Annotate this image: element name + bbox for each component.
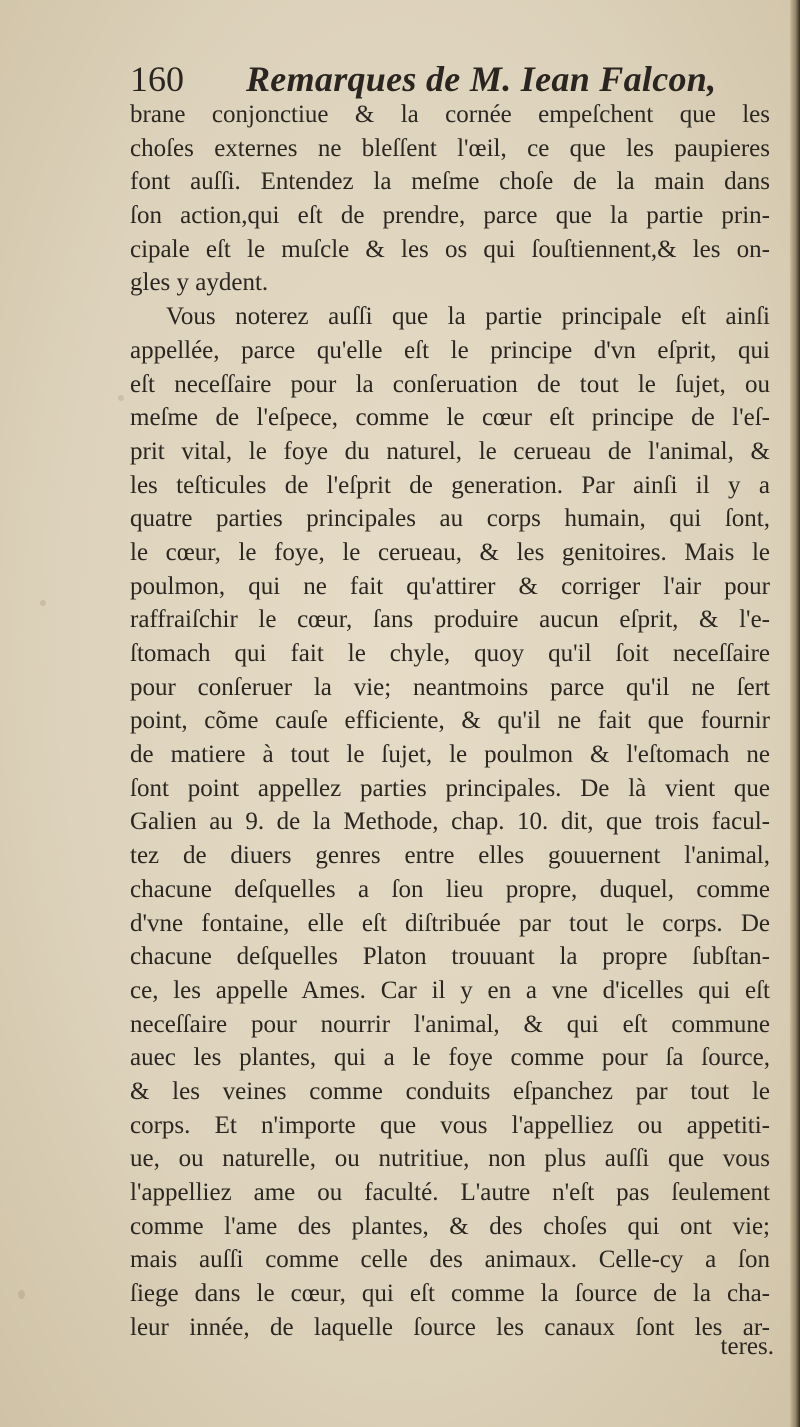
text-line: meſme de l'eſpece, comme le cœur eſt principe de l'eſ- xyxy=(130,404,770,432)
text-line: ſon action,qui eſt de prendre, parce que la partie prin- xyxy=(130,202,770,230)
text-line: Vous noterez auſſi que la partie principale eſt ainſi xyxy=(166,303,770,331)
text-line: ſont point appellez parties principales. De là vient que xyxy=(130,774,770,802)
text-line: ſiege dans le cœur, qui eſt comme la ſource de la cha- xyxy=(130,1280,770,1308)
text-line: de matiere à tout le ſujet, le poulmon & l'eſtomach ne xyxy=(130,741,770,769)
text-line: ſtomach qui fait le chyle, quoy qu'il ſoit neceſſaire xyxy=(130,640,770,667)
text-line: tez de diuers genres entre elles gouuernent l'animal, xyxy=(130,842,770,870)
text-line: corps. Et n'importe que vous l'appelliez ou appetiti- xyxy=(130,1111,770,1139)
text-line: point, cõme cauſe efficiente, & qu'il ne fait que fournir xyxy=(130,707,770,735)
text-line: comme l'ame des plantes, & des choſes qui ont vie; xyxy=(130,1212,770,1240)
text-line: les teſticules de l'eſprit de generation. Par ainſi il y a xyxy=(130,471,770,499)
running-title: Remarques de M. Iean Falcon, xyxy=(246,59,717,99)
text-line: eſt neceſſaire pour la conſeruation de tout le ſujet, ou xyxy=(130,370,770,398)
text-line: prit vital, le foye du naturel, le cerueau de l'animal, & xyxy=(130,437,770,465)
text-line: & les veines comme conduits eſpanchez par tout le xyxy=(130,1077,770,1105)
text-line: raffraiſchir le cœur, ſans produire aucun eſprit, & l'e- xyxy=(130,606,770,634)
text-line: appellée, parce qu'elle eſt le principe d'vn eſprit, qui xyxy=(130,336,770,364)
text-line: brane conjonctiue & la cornée empeſchent que les xyxy=(130,101,770,128)
text-line: poulmon, qui ne fait qu'attirer & corriger l'air pour xyxy=(130,572,770,600)
body-text xyxy=(130,98,770,1344)
text-line: ce, les appelle Ames. Car il y en a vne d'icelles qui eſt xyxy=(130,976,770,1004)
text-line: mais auſſi comme celle des animaux. Celle-cy a ſon xyxy=(130,1246,770,1274)
page-header xyxy=(130,58,720,100)
page-number: 160 xyxy=(130,59,184,99)
text-line: font auſſi. Entendez la meſme choſe de la main dans xyxy=(130,168,770,196)
paper-spot xyxy=(18,1290,25,1299)
text-line: l'appelliez ame ou faculté. L'autre n'eſt pas ſeulement xyxy=(130,1179,770,1206)
text-line: gles y aydent. xyxy=(130,269,269,297)
text-line: choſes externes ne bleſſent l'œil, ce que les paupieres xyxy=(130,134,770,162)
text-line: auec les plantes, qui a le foye comme pour ſa ſource, xyxy=(130,1044,770,1072)
catchword: teres. xyxy=(720,1333,774,1360)
paper-spot xyxy=(40,600,46,606)
text-line: chacune deſquelles a ſon lieu propre, duquel, comme xyxy=(130,875,770,903)
text-line: leur innée, de laquelle ſource les canaux ſont les ar- xyxy=(130,1313,770,1341)
paper-spot xyxy=(118,395,124,401)
text-line: pour conſeruer la vie; neantmoins parce qu'il ne ſert xyxy=(130,673,770,701)
text-line: Galien au 9. de la Methode, chap. 10. dit, que trois facul- xyxy=(130,808,770,836)
text-line: ue, ou naturelle, ou nutritiue, non plus auſſi que vous xyxy=(130,1145,770,1173)
text-line: cipale eſt le muſcle & les os qui ſouſtiennent,& les on- xyxy=(130,235,770,263)
text-line: d'vne fontaine, elle eſt diſtribuée par tout le corps. De xyxy=(130,909,770,937)
text-line: chacune deſquelles Platon trouuant la propre ſubſtan- xyxy=(130,943,770,971)
text-line: quatre parties principales au corps humain, qui ſont, xyxy=(130,505,770,533)
page-edge xyxy=(790,0,800,1427)
text-line: neceſſaire pour nourrir l'animal, & qui eſt commune xyxy=(130,1010,770,1038)
text-line: le cœur, le foye, le cerueau, & les genitoires. Mais le xyxy=(130,538,770,566)
